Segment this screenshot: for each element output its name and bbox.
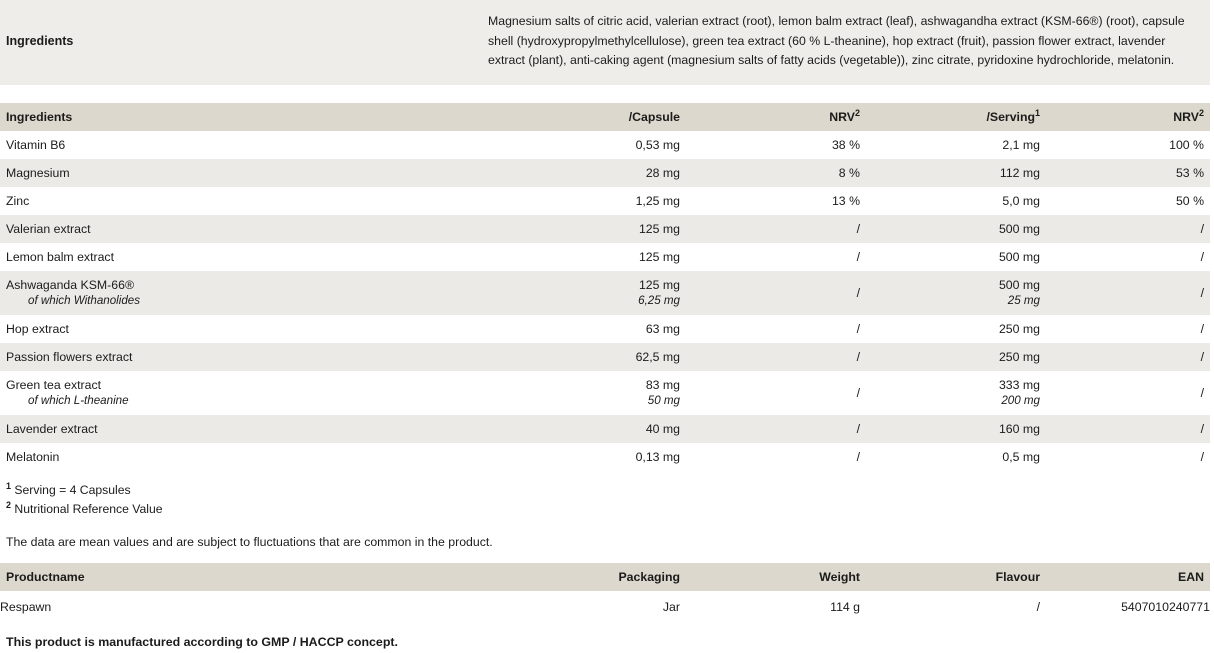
table-row: [0, 215, 1210, 243]
row-nrv-capsule: 38 %: [680, 131, 860, 159]
row-nrv-serving: /: [1040, 443, 1210, 471]
row-nrv-capsule: 13 %: [680, 187, 860, 215]
row-serving-text: 333 mg: [998, 377, 1040, 392]
table-row: [0, 159, 1210, 187]
row-capsule-text: 1,25 mg: [635, 193, 680, 208]
row-name-text: Valerian extract: [6, 221, 91, 236]
footnote-1: [6, 481, 1214, 500]
row-capsule-text: 40 mg: [645, 421, 680, 436]
row-nrv-serving: /: [1040, 415, 1210, 443]
product-header-row: [0, 563, 1210, 591]
row-name: [0, 215, 500, 243]
row-nrv-serving: /: [1040, 215, 1210, 243]
footnote-2-text: Nutritional Reference Value: [11, 501, 163, 516]
row-serving-text: 250 mg: [998, 349, 1040, 364]
table-row: [0, 415, 1210, 443]
nutrition-header-row: [0, 103, 1210, 131]
product-table: [0, 563, 1210, 623]
row-name-text: Passion flowers extract: [6, 349, 133, 364]
row-serving: [860, 343, 1040, 371]
row-nrv-capsule: 8 %: [680, 159, 860, 187]
row-capsule-text: 62,5 mg: [635, 349, 680, 364]
header-ingredients: Ingredients: [0, 103, 500, 131]
row-name-text: Lavender extract: [6, 421, 98, 436]
row-nrv-serving: /: [1040, 271, 1210, 315]
row-capsule: [500, 371, 680, 415]
row-capsule: [500, 415, 680, 443]
header-nrv-capsule-text: NRV: [829, 109, 855, 124]
row-nrv-serving: /: [1040, 315, 1210, 343]
row-capsule: [500, 443, 680, 471]
row-capsule-text: 125 mg: [638, 221, 680, 236]
row-nrv-serving: /: [1040, 371, 1210, 415]
product-table-body: [0, 591, 1210, 623]
header-per-serving-text: /Serving: [986, 109, 1035, 124]
row-name-text: Vitamin B6: [6, 137, 66, 152]
row-nrv-serving: 100 %: [1040, 131, 1210, 159]
header-weight: Weight: [680, 563, 860, 591]
header-nrv-serving: [1040, 103, 1210, 131]
row-capsule: [500, 131, 680, 159]
row-name: [0, 343, 500, 371]
table-row: [0, 591, 1210, 623]
row-serving: [860, 443, 1040, 471]
header-productname: Productname: [0, 563, 500, 591]
row-serving: [860, 243, 1040, 271]
row-serving-text: 112 mg: [999, 165, 1040, 180]
row-name: [0, 443, 500, 471]
header-ean: EAN: [1040, 563, 1210, 591]
product-table-head: [0, 563, 1210, 591]
row-capsule: [500, 215, 680, 243]
row-capsule-subvalue: 6,25 mg: [638, 293, 680, 307]
mean-values-note: The data are mean values and are subject to fluctuations that are common in the product.: [6, 534, 493, 549]
table-row: [0, 315, 1210, 343]
row-serving: [860, 159, 1040, 187]
row-name: [0, 415, 500, 443]
row-nrv-capsule: /: [680, 443, 860, 471]
row-serving: [860, 131, 1040, 159]
row-capsule-text: 0,53 mg: [635, 137, 680, 152]
row-capsule-subvalue: 50 mg: [647, 393, 680, 407]
row-capsule-text: 63 mg: [645, 321, 680, 336]
row-serving-text: 2,1 mg: [1002, 137, 1040, 152]
footnote-2-marker: 2: [6, 499, 12, 510]
row-name-text: Melatonin: [6, 449, 60, 464]
row-serving: [860, 415, 1040, 443]
nutrition-table: [0, 103, 1210, 471]
ingredients-label: Ingredients: [6, 34, 74, 49]
row-capsule-text: 28 mg: [645, 165, 680, 180]
row-serving-text: 500 mg: [998, 221, 1040, 236]
row-serving: [860, 187, 1040, 215]
header-nrv-serving-sup: 2: [1198, 107, 1204, 118]
table-row: [0, 131, 1210, 159]
header-flavour: Flavour: [860, 563, 1040, 591]
row-serving-subvalue: 25 mg: [1007, 293, 1040, 307]
product-name: Respawn: [0, 591, 500, 623]
row-nrv-capsule: /: [680, 415, 860, 443]
row-name: [0, 187, 500, 215]
row-capsule-text: 83 mg: [645, 377, 680, 392]
header-nrv-capsule-sup: 2: [854, 107, 860, 118]
row-serving-text: 5,0 mg: [1002, 193, 1040, 208]
row-name-text: Lemon balm extract: [6, 249, 114, 264]
table-row: [0, 443, 1210, 471]
nutrition-table-body: [0, 131, 1210, 471]
row-serving: [860, 371, 1040, 415]
row-capsule: [500, 343, 680, 371]
row-serving-text: 500 mg: [998, 277, 1040, 292]
row-serving-text: 500 mg: [998, 249, 1040, 264]
row-serving: [860, 215, 1040, 243]
ingredients-declaration: [0, 0, 1210, 85]
row-nrv-capsule: /: [680, 315, 860, 343]
table-row: [0, 243, 1210, 271]
row-serving-text: 250 mg: [998, 321, 1040, 336]
nutrition-table-wrapper: [0, 103, 1210, 471]
row-capsule: [500, 243, 680, 271]
row-nrv-serving: 50 %: [1040, 187, 1210, 215]
row-capsule-text: 125 mg: [638, 249, 680, 264]
row-name: [0, 371, 500, 415]
row-nrv-serving: /: [1040, 243, 1210, 271]
header-per-serving-sup: 1: [1034, 107, 1040, 118]
header-nrv-serving-text: NRV: [1173, 109, 1199, 124]
product-weight: 114 g: [680, 591, 860, 623]
footnote-2: [6, 500, 1214, 519]
row-name: [0, 243, 500, 271]
header-packaging: Packaging: [500, 563, 680, 591]
product-packaging: Jar: [500, 591, 680, 623]
row-serving: [860, 315, 1040, 343]
row-name: [0, 315, 500, 343]
row-name-text: Hop extract: [6, 321, 69, 336]
table-row: [0, 187, 1210, 215]
row-capsule-text: 0,13 mg: [635, 449, 680, 464]
footnotes: [0, 481, 1214, 519]
row-subname-text: of which L-theanine: [28, 393, 129, 407]
product-flavour: /: [860, 591, 1040, 623]
row-nrv-serving: 53 %: [1040, 159, 1210, 187]
product-table-wrapper: [0, 563, 1210, 623]
row-serving-text: 160 mg: [998, 421, 1040, 436]
product-ean: 5407010240771: [1040, 591, 1210, 623]
row-name-text: Ashwaganda KSM-66®: [6, 277, 135, 292]
header-per-capsule: /Capsule: [500, 103, 680, 131]
table-row: [0, 371, 1210, 415]
row-serving: [860, 271, 1040, 315]
row-name: [0, 271, 500, 315]
row-name-text: Green tea extract: [6, 377, 102, 392]
nutrition-table-head: [0, 103, 1210, 131]
row-serving-text: 0,5 mg: [1002, 449, 1040, 464]
row-subname-text: of which Withanolides: [28, 293, 141, 307]
ingredients-text: Magnesium salts of citric acid, valerian extract (root), lemon balm extract (leaf), ashwagandha extract (KSM-66®) (root), capsule shell (hydroxypropylmethylcellulose), green tea extract (60 % L-theanine), hop extract (fruit), passion flower extract, lavender extract (plant), anti-caking agent (magnesium salts of fatty acids (vegetable)), zinc citrate, pyridoxine hydrochloride, melatonin.: [488, 14, 1185, 67]
row-name: [0, 159, 500, 187]
row-nrv-capsule: /: [680, 271, 860, 315]
row-nrv-capsule: /: [680, 343, 860, 371]
row-name-text: Magnesium: [6, 165, 70, 180]
row-capsule-text: 125 mg: [638, 277, 680, 292]
row-nrv-capsule: /: [680, 243, 860, 271]
row-capsule: [500, 315, 680, 343]
footnote-1-marker: 1: [6, 480, 12, 491]
header-per-serving: [860, 103, 1040, 131]
row-nrv-capsule: /: [680, 371, 860, 415]
gmp-haccp-note: This product is manufactured according to GMP / HACCP concept.: [6, 634, 398, 649]
row-capsule: [500, 187, 680, 215]
footnote-1-text: Serving = 4 Capsules: [11, 482, 131, 497]
table-row: [0, 343, 1210, 371]
table-row: [0, 271, 1210, 315]
row-capsule: [500, 159, 680, 187]
row-nrv-capsule: /: [680, 215, 860, 243]
row-capsule: [500, 271, 680, 315]
header-nrv-capsule: [680, 103, 860, 131]
row-nrv-serving: /: [1040, 343, 1210, 371]
row-serving-subvalue: 200 mg: [1001, 393, 1040, 407]
row-name-text: Zinc: [6, 193, 30, 208]
row-name: [0, 131, 500, 159]
